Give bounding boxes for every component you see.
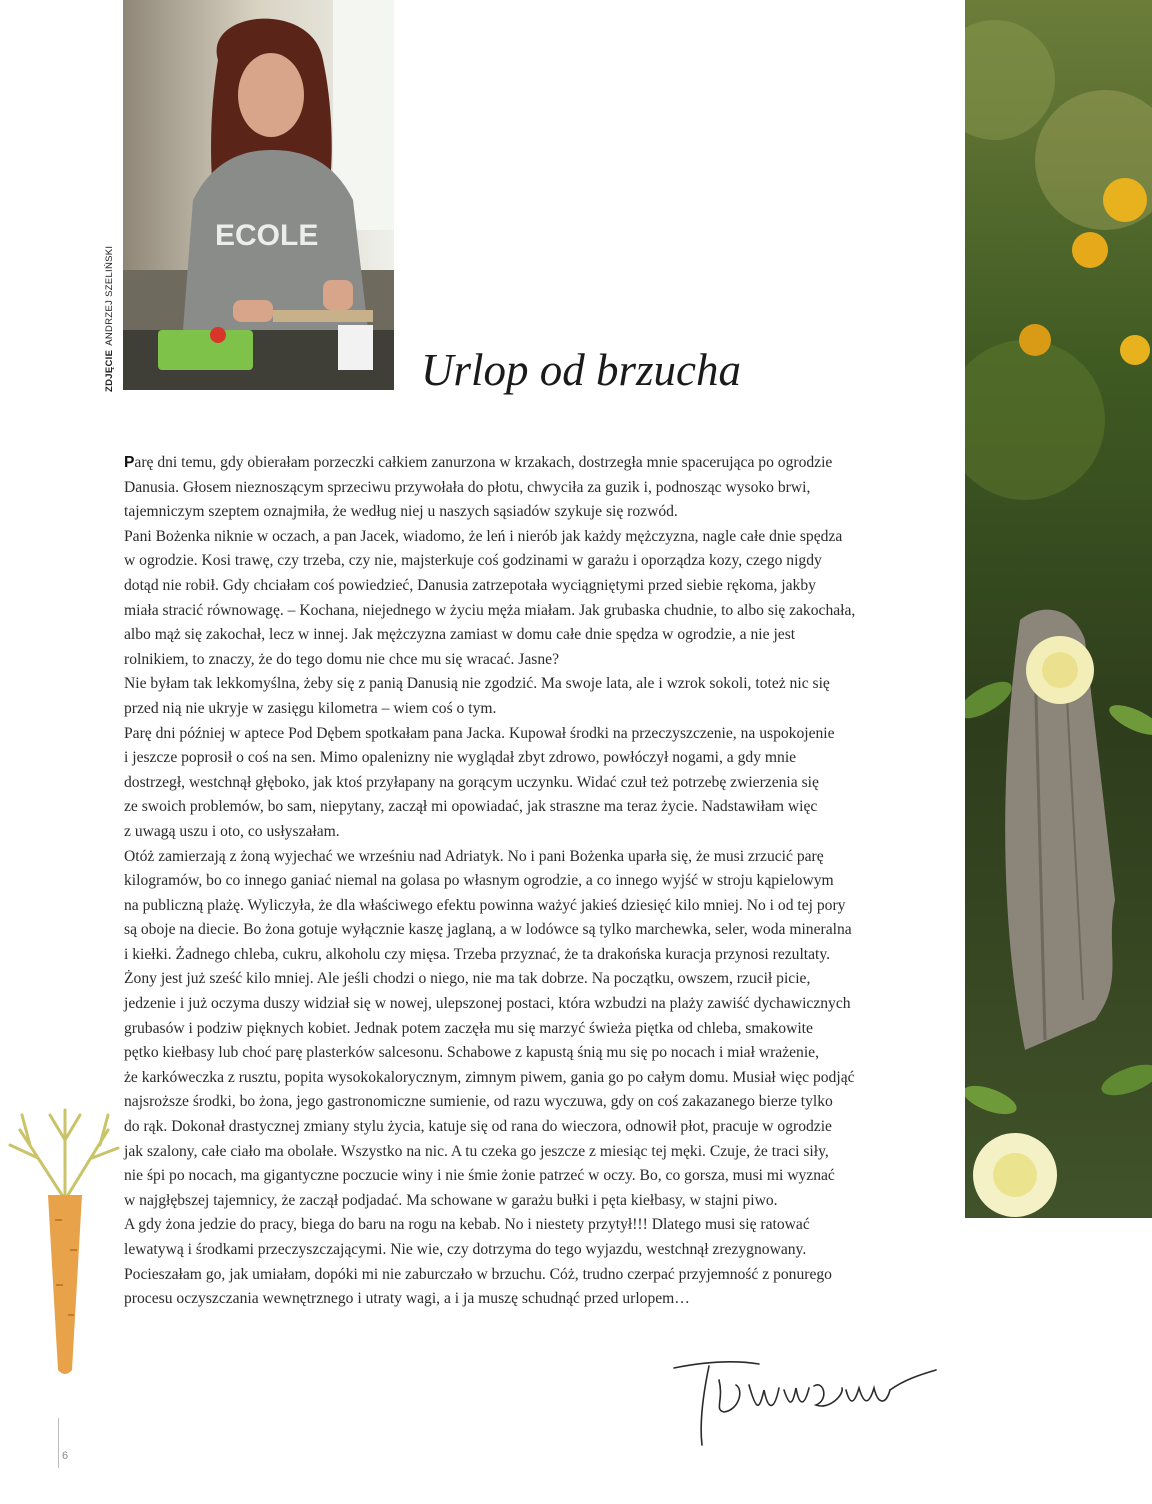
article-line: Nie byłam tak lekkomyślna, żeby się z panią Danusią nie zgodzić. Ma swoje lata, ale i wzrok sokoli, toteż nic się xyxy=(124,675,830,693)
article-line: lewatywą i środkami przeczyszczającymi. Nie wie, czy dotrzyma do tego wyjazdu, westchnął zrezygnowany. xyxy=(124,1241,807,1258)
article-line: dostrzegł, westchnął głęboko, jak ktoś przyłapany na gorącym uczynku. Widać czuł też potrzebę zwierzenia się xyxy=(124,773,819,791)
article-line: do rąk. Dokonał drastycznej zmiany stylu życia, katuje się od rana do wieczora, odnowił płot, pracuje w ogrodzie xyxy=(124,1118,832,1136)
article-line: Żony jest już sześć kilo mniej. Ale jeśli chodzi o niego, nie ma tak dobrze. Na początku, owszem, rzucił picie, xyxy=(124,970,811,988)
drop-cap: P xyxy=(124,454,135,471)
article-line: rolnikiem, to znaczy, że do tego domu nie chce mu się wracać. Jasne? xyxy=(124,650,560,668)
photo-credit-name: ANDRZEJ SZELIŃSKI xyxy=(104,245,115,346)
article-line: Pani Bożenka niknie w oczach, a pan Jacek, wiadomo, że leń i nierób jak każdy mężczyzna, nagle całe dnie spędza xyxy=(124,527,843,545)
photo-credit-label: ZDJĘCIE xyxy=(104,349,115,392)
article-line: ze swoich problemów, bo sam, niepytany, zaczął mi opowiadać, jak straszne ma teraz życie. Nadstawiłam więc xyxy=(124,798,818,816)
article-line: nie śpi po nocach, ma gigantyczne poczucie winy i nie śmie żonie patrzeć w oczy. Bo, co gorsza, musi mi wyznać xyxy=(124,1167,835,1185)
article-line: miała stracić równowagę. – Kochana, niejednego w życiu męża miałam. Jak grubaska chudnie, to albo się zakochała, xyxy=(124,601,856,619)
article-line: w najgłębszej tajemnicy, że zaczął podjadać. Ma schowane w garażu bułki i pęta kiełbasy, w stajni piwo. xyxy=(124,1191,778,1209)
article-line: albo mąż się zakochał, lecz w innej. Jak mężczyzna zamiast w domu całe dnie spędza w ogrodzie, a nie jest xyxy=(124,626,796,644)
article-line: A gdy żona jedzie do pracy, biega do baru na rogu na kebab. No i niestety przytył!!! Dlatego musi się ratować xyxy=(124,1216,810,1234)
article-line: grubasów i podziw pięknych kobiet. Jednak potem zaczęła mu się marzyć świeża piętka od chleba, smakowite xyxy=(124,1019,813,1037)
article-line: i kiełki. Żadnego chleba, cukru, alkoholu czy mięsa. Trzeba przyznać, że ta drakońska kuracja przynosi rezultaty. xyxy=(124,945,831,963)
article-line: tajemniczym szeptem oznajmiła, że według niej u naszych sąsiadów szykuje się rozwód. xyxy=(124,503,678,521)
page-rule xyxy=(58,1418,59,1468)
article-line: dotąd nie robił. Gdy chciałam coś powiedzieć, Danusia zatrzepotała wyciągniętymi przed siebie rękoma, jakby xyxy=(124,576,816,594)
carrot-icon xyxy=(0,1100,125,1380)
article-body xyxy=(124,451,924,1312)
page-number: 6 xyxy=(62,1450,69,1462)
article-first-line: arę dni temu, gdy obierałam porzeczki całkiem zanurzona w krzakach, dostrzegła mnie spacerująca po ogrodzie xyxy=(134,454,833,471)
article-line: Pocieszałam go, jak umiałam, dopóki mi nie zaburczało w brzuchu. Cóż, trudno czerpać przyjemność z ponurego xyxy=(124,1265,832,1283)
article-line: procesu oczyszczania wewnętrznego i utraty wagi, a i ja muszę schudnąć przed urlopem… xyxy=(124,1290,690,1308)
article-line: Danusia. Głosem nieznoszącym sprzeciwu przywołała do płotu, chwyciła za guzik i, podnosząc wysoko brwi, xyxy=(124,478,811,496)
article-line: przed nią nie ukryje w zasięgu kilometra – wiem coś o tym. xyxy=(124,699,497,717)
garden-photo xyxy=(965,0,1152,1218)
article-line: z uwagą uszu i oto, co usłyszałam. xyxy=(124,822,340,840)
article-line: pętko kiełbasy lub choć parę plasterków salcesonu. Schabowe z kapustą śnią mu się po nocach i miał wrażenie, xyxy=(124,1044,819,1062)
signature xyxy=(664,1350,944,1450)
article-line: kilogramów, bo co innego ganiać niemal na golasa po własnym ogrodzie, a co innego wyjść w stroju kąpielowym xyxy=(124,872,834,890)
article-line xyxy=(124,451,924,476)
svg-text:ECOLE: ECOLE xyxy=(215,219,319,252)
article-line: że karkóweczka z rusztu, popita wysokokalorycznym, zimnym piwem, gania go po całym domu. Musiał więc podjąć xyxy=(124,1068,855,1086)
article-line: Otóż zamierzają z żoną wyjechać we wrześniu nad Adriatyk. No i pani Bożenka uparła się, że musi zrzucić parę xyxy=(124,847,824,865)
article-line: jedzenie i już oczyma duszy widział się w nowej, ulepszonej postaci, która wzbudzi na plaży zawiść dychawicznych xyxy=(124,995,851,1013)
article-line: najsroższe środki, bo żona, jego gastronomiczne sumienie, od razu wyczuwa, gdy on coś zakazanego bierze tylko xyxy=(124,1093,833,1111)
photo-credit xyxy=(104,232,118,392)
article-line: na publiczną plażę. Wyliczyła, że dla właściwego efektu powinna ważyć jakieś dziesięć kilo mniej. No i od tej pory xyxy=(124,896,846,914)
article-line: jak szalony, całe ciało ma obolałe. Wszystko na nic. A tu czeka go jeszcze z miesiąc tej męki. Czuje, że traci siły, xyxy=(124,1142,829,1160)
author-photo xyxy=(123,0,394,390)
article-title: Urlop od brzucha xyxy=(421,345,742,395)
article-line: Parę dni później w aptece Pod Dębem spotkałam pana Jacka. Kupował środki na przeczyszczenie, na uspokojenie xyxy=(124,724,835,742)
article-line: są oboje na diecie. Bo żona gotuje wyłącznie kaszę jaglaną, a w lodówce są tylko marchewka, seler, woda mineralna xyxy=(124,921,852,939)
article-line: w ogrodzie. Kosi trawę, czy trzeba, czy nie, majsterkuje coś godzinami w garażu i oporządza kozy, czego nigdy xyxy=(124,552,822,570)
article-line: i jeszcze poprosił o coś na sen. Mimo opalenizny nie wyglądał zbyt zdrowo, powłóczył nogami, a gdy mnie xyxy=(124,749,797,767)
